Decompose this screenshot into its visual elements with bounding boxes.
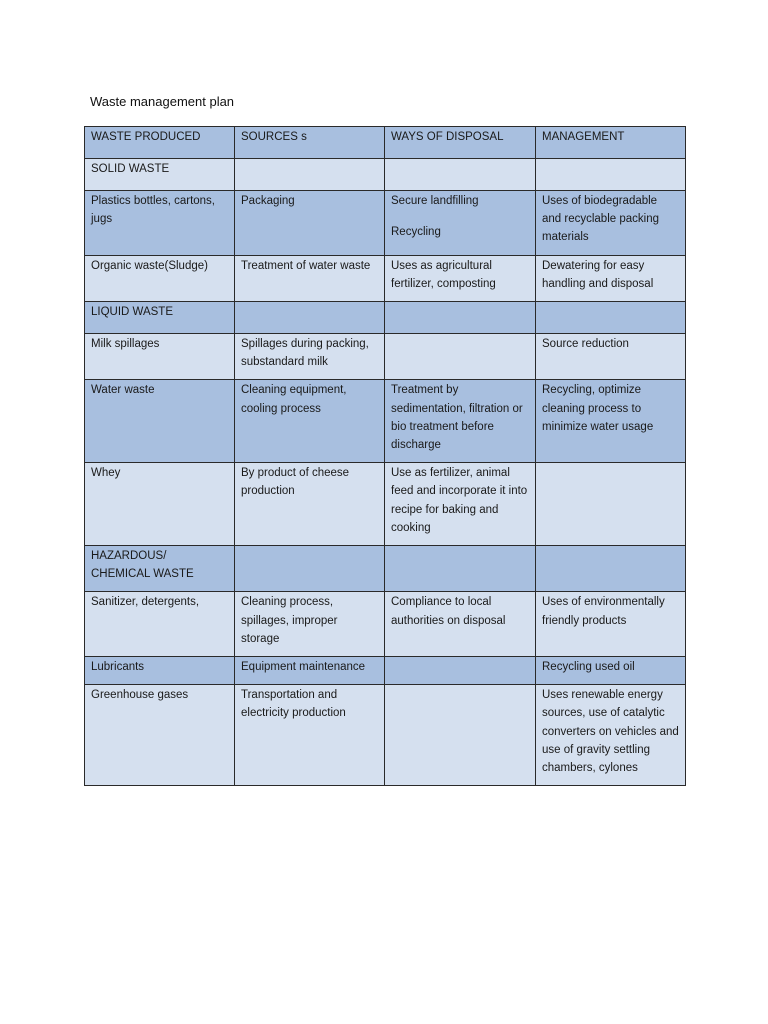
cell-disposal: Treatment by sedimentation, filtration or bio treatment before discharge [385,380,536,463]
cell-waste: HAZARDOUS/ CHEMICAL WASTE [85,546,235,592]
cell-management [536,546,686,592]
cell-management: Uses renewable energy sources, use of catalytic converters on vehicles and use of gravity settling chambers, cylones [536,685,686,786]
cell-disposal [385,334,536,380]
table-row [85,255,686,301]
cell-disposal [385,159,536,191]
document-title: Waste management plan [90,94,235,109]
header-waste-produced: WASTE PRODUCED [85,127,235,159]
cell-waste: Greenhouse gases [85,685,235,786]
cell-disposal [385,657,536,685]
cell-management [536,159,686,191]
cell-sources [235,159,385,191]
cell-waste: Milk spillages [85,334,235,380]
table-header-row [85,127,686,159]
cell-sources [235,546,385,592]
table-row-hazardous-chemical-waste [85,546,686,592]
cell-waste: Organic waste(Sludge) [85,255,235,301]
disposal-line: Recycling [391,226,441,239]
cell-disposal [385,546,536,592]
table-row [85,657,686,685]
cell-management: Recycling, optimize cleaning process to minimize water usage [536,380,686,463]
table-row [85,191,686,256]
cell-sources: Cleaning equipment, cooling process [235,380,385,463]
header-management: MANAGEMENT [536,127,686,159]
cell-disposal [385,685,536,786]
cell-disposal: Use as fertilizer, animal feed and incorporate it into recipe for baking and cooking [385,463,536,546]
cell-sources: Spillages during packing, substandard milk [235,334,385,380]
cell-sources: Cleaning process, spillages, improper storage [235,592,385,657]
cell-management [536,302,686,334]
cell-disposal: Compliance to local authorities on disposal [385,592,536,657]
cell-waste: SOLID WASTE [85,159,235,191]
table-row [85,463,686,546]
cell-waste: Lubricants [85,657,235,685]
disposal-line: Secure landfilling [391,195,479,207]
header-ways-of-disposal: WAYS OF DISPOSAL [385,127,536,159]
cell-management: Dewatering for easy handling and disposal [536,255,686,301]
cell-sources [235,302,385,334]
cell-management [536,463,686,546]
cell-waste: Whey [85,463,235,546]
cell-sources: By product of cheese production [235,463,385,546]
cell-waste: Sanitizer, detergents, [85,592,235,657]
cell-management: Recycling used oil [536,657,686,685]
cell-sources: Transportation and electricity production [235,685,385,786]
cell-waste: Plastics bottles, cartons, jugs [85,191,235,256]
header-sources: SOURCES s [235,127,385,159]
cell-management: Uses of environmentally friendly products [536,592,686,657]
cell-management: Source reduction [536,334,686,380]
cell-disposal: Uses as agricultural fertilizer, composting [385,255,536,301]
spacer [391,210,529,223]
table-row [85,334,686,380]
table-row-liquid-waste [85,302,686,334]
table-row [85,685,686,786]
cell-management: Uses of biodegradable and recyclable packing materials [536,191,686,256]
cell-waste: LIQUID WASTE [85,302,235,334]
waste-management-table [84,126,686,786]
table-row [85,380,686,463]
cell-sources: Packaging [235,191,385,256]
cell-disposal [385,302,536,334]
cell-sources: Equipment maintenance [235,657,385,685]
table-row-solid-waste [85,159,686,191]
table-row [85,592,686,657]
cell-disposal [385,191,536,256]
cell-waste: Water waste [85,380,235,463]
cell-sources: Treatment of water waste [235,255,385,301]
